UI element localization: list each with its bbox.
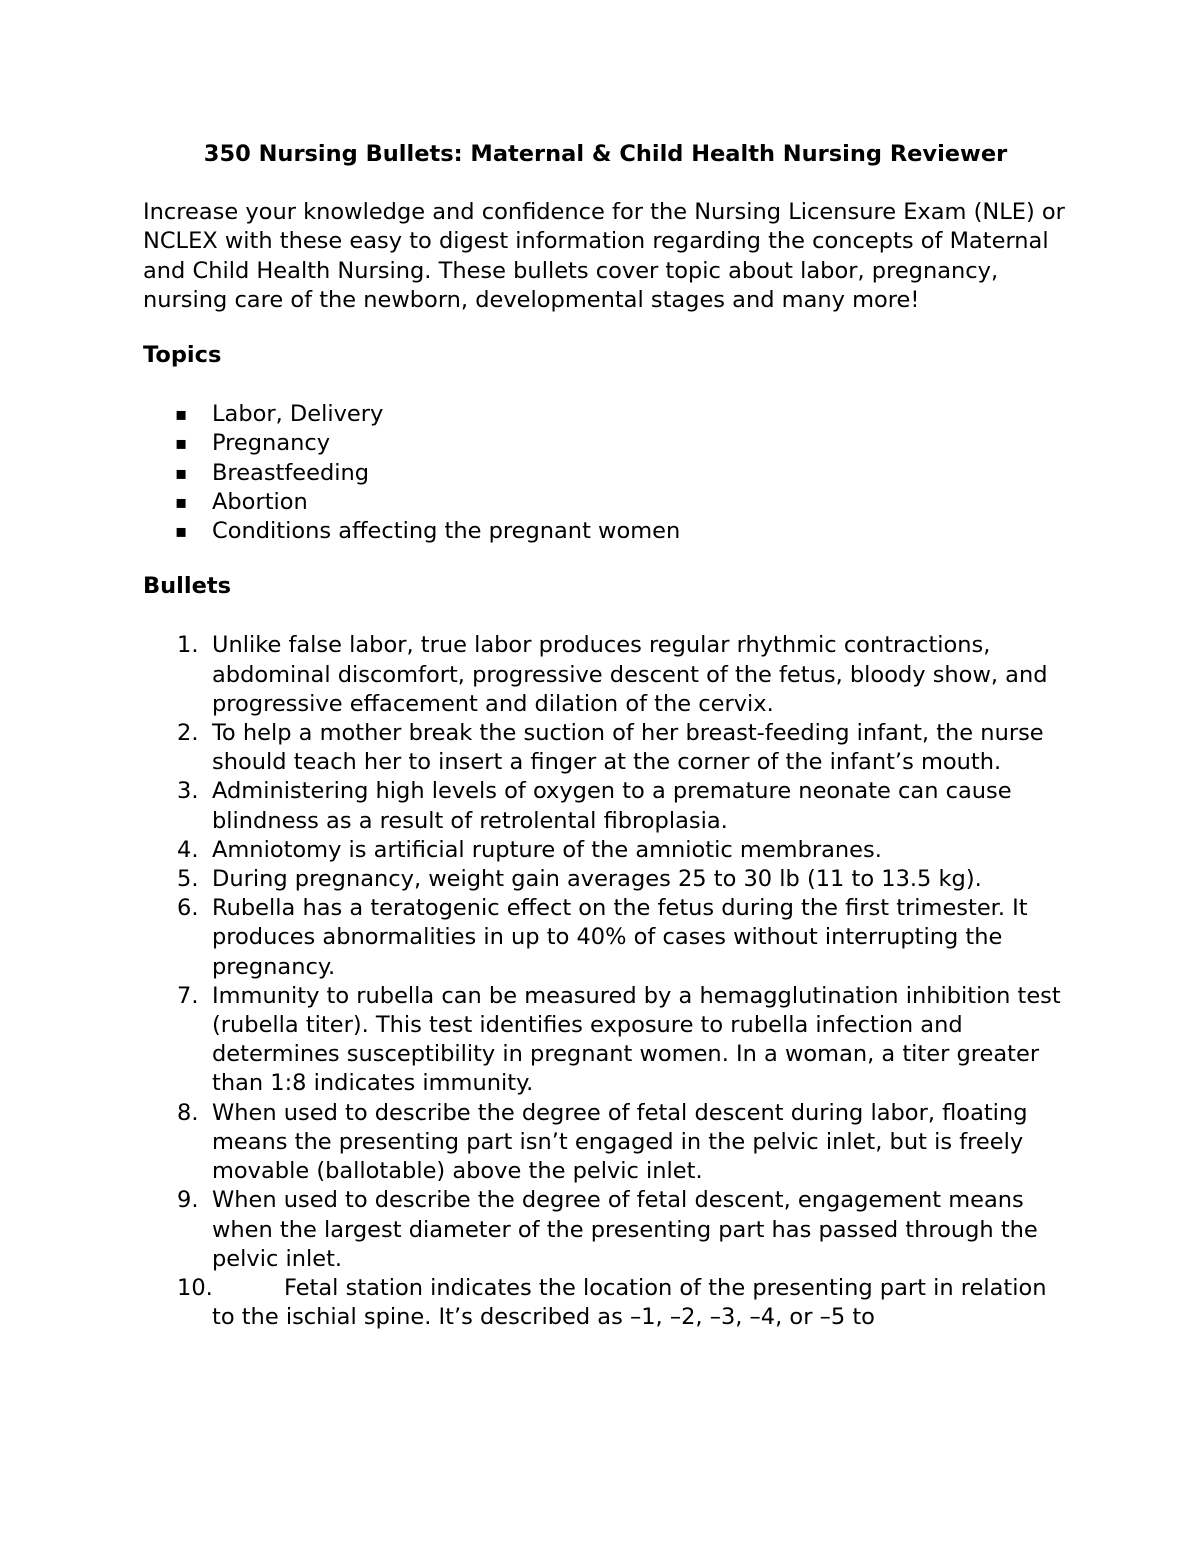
bullets-heading: Bullets <box>143 573 232 600</box>
item-number: 8. <box>177 1099 199 1126</box>
document-page <box>143 140 1068 1332</box>
list-item <box>143 400 1068 429</box>
list-item <box>143 777 1068 835</box>
item-number: 10. <box>177 1274 213 1301</box>
list-item <box>143 631 1068 719</box>
item-text: Unlike false labor, true labor produces regular rhythmic contractions, abdominal discomfort, progressive descent of the fetus, bloody show, and progressive effacement and dilation of the cervix. <box>212 632 1048 717</box>
list-item <box>143 982 1068 1099</box>
list-item <box>143 865 1068 894</box>
bullet-icon: ▪ <box>175 404 188 426</box>
item-text: Administering high levels of oxygen to a premature neonate can cause blindness as a result of retrolental fibroplasia. <box>212 778 1012 834</box>
list-item <box>143 429 1068 458</box>
topic-label: Abortion <box>212 488 308 515</box>
item-text: When used to describe the degree of fetal descent during labor, floating means the presenting part isn’t engaged in the pelvic inlet, but is freely movable (ballotable) above the pelvic inlet. <box>212 1099 1028 1185</box>
list-item <box>143 836 1068 865</box>
topic-label: Labor, Delivery <box>212 401 384 428</box>
item-text: Fetal station indicates the location of the presenting part in relation to the ischial spine. It’s described as –1, –2, –3, –4, or –5 to <box>212 1274 1047 1331</box>
list-item <box>143 488 1068 517</box>
item-number: 4. <box>177 836 199 863</box>
list-item <box>143 459 1068 488</box>
bullet-icon: ▪ <box>175 433 188 455</box>
list-item <box>143 1099 1068 1187</box>
topic-label: Conditions affecting the pregnant women <box>212 518 681 545</box>
item-number: 5. <box>177 866 199 893</box>
item-text: Rubella has a teratogenic effect on the fetus during the first trimester. It produces abnormalities in up to 40% of cases without interrupting the pregnancy. <box>212 895 1028 980</box>
item-number: 9. <box>177 1187 199 1214</box>
item-text: When used to describe the degree of fetal descent, engagement means when the largest diameter of the presenting part has passed through the pelvic inlet. <box>212 1187 1038 1272</box>
item-number: 2. <box>177 720 199 747</box>
list-item <box>143 1186 1068 1274</box>
topics-heading: Topics <box>143 342 222 369</box>
topics-list <box>143 400 1068 546</box>
topic-label: Pregnancy <box>212 430 331 457</box>
item-number: 7. <box>177 982 199 1009</box>
bullet-icon: ▪ <box>175 521 188 543</box>
bullet-icon: ▪ <box>175 491 188 513</box>
document-title: 350 Nursing Bullets: Maternal & Child Health Nursing Reviewer <box>203 141 1008 167</box>
list-item <box>143 1274 1068 1332</box>
list-item <box>143 719 1068 777</box>
bullet-icon: ▪ <box>175 462 188 484</box>
item-text: Immunity to rubella can be measured by a hemagglutination inhibition test (rubella titer). This test identifies exposure to rubella infection and determines susceptibility in pregnant women. In a woman, a titer greater than 1:8 indicates immunity. <box>212 982 1061 1097</box>
item-text: Amniotomy is artificial rupture of the amniotic membranes. <box>212 836 882 863</box>
item-number: 1. <box>177 632 199 659</box>
list-item <box>143 517 1068 546</box>
topic-label: Breastfeeding <box>212 459 370 486</box>
item-number: 3. <box>177 778 199 805</box>
item-number: 6. <box>177 895 199 922</box>
intro-paragraph: Increase your knowledge and confidence for the Nursing Licensure Exam (NLE) or NCLEX with these easy to digest information regarding the concepts of Maternal and Child Health Nursing. These bullets cover topic about labor, pregnancy, nursing care of the newborn, developmental stages and many more! <box>143 199 1065 313</box>
item-text: To help a mother break the suction of her breast-feeding infant, the nurse should teach her to insert a finger at the corner of the infant’s mouth. <box>212 720 1044 776</box>
list-item <box>143 894 1068 982</box>
item-text: During pregnancy, weight gain averages 25 to 30 lb (11 to 13.5 kg). <box>212 866 982 893</box>
bullets-list <box>143 631 1068 1332</box>
